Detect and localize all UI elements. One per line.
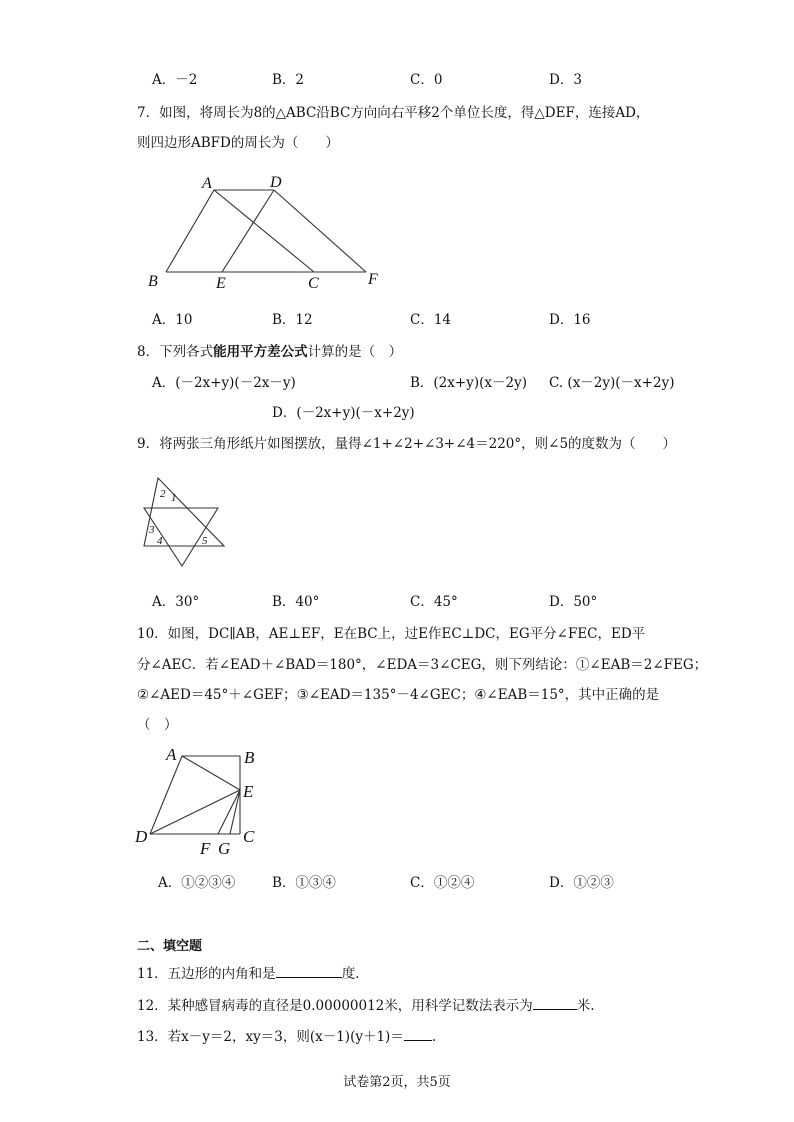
- q8-stem: [137, 340, 402, 360]
- q12-before: 12．某种感冒病毒的直径是0.00000012米，用科学记数法表示为: [137, 998, 533, 1014]
- q6-option-d: D．3: [549, 72, 582, 88]
- q12: [137, 994, 595, 1014]
- q7-option-c: C．14: [410, 312, 452, 328]
- q7-figure: [140, 168, 390, 293]
- q9-label-1: 1: [171, 492, 177, 504]
- q8-option-d: D．(－2x+y)(－x+2y): [272, 405, 415, 421]
- q11-after: 度.: [341, 966, 360, 982]
- q8-suffix: 计算的是（ ）: [307, 344, 403, 360]
- q9-option-b: B．40°: [272, 594, 320, 610]
- q7-label-f: F: [368, 271, 378, 288]
- q10-option-c: C．①②④: [410, 875, 475, 891]
- q11-blank: [276, 965, 342, 978]
- q6-option-b: B．2: [272, 72, 305, 88]
- q9-option-a: A．30°: [152, 594, 200, 610]
- q13-before: 13．若x－y＝2，xy＝3，则(x－1)(y＋1)＝: [137, 1029, 404, 1045]
- q11: [137, 962, 359, 982]
- q12-after: 米.: [576, 998, 595, 1014]
- q7-line1: 7．如图，将周长为8的△ABC沿BC方向向右平移2个单位长度，得△DEF，连接AD，: [137, 105, 650, 121]
- q6-option-c: C．0: [410, 72, 443, 88]
- q7-option-b: B．12: [272, 312, 313, 328]
- q13: [137, 1025, 436, 1045]
- q9-option-d: D．50°: [549, 594, 598, 610]
- q9-label-3: 3: [149, 524, 155, 536]
- q10-figure: [132, 742, 272, 857]
- q9-option-c: C．45°: [410, 594, 458, 610]
- q9-label-4: 4: [157, 535, 163, 547]
- q9-figure: [138, 470, 233, 575]
- q10-option-a: A．①②③④: [158, 875, 236, 891]
- q9-label-5: 5: [202, 535, 208, 547]
- q7-label-a: A: [202, 175, 212, 192]
- q8-bold: 能用平方差公式: [213, 344, 308, 360]
- q9-stem: 9．将两张三角形纸片如图摆放，量得∠1+∠2+∠3+∠4＝220°，则∠5的度数为（ ）: [137, 436, 677, 452]
- q10-label-c: C: [243, 827, 255, 846]
- q10-label-g: G: [218, 839, 231, 857]
- q8-option-a: A．(－2x+y)(－2x－y): [152, 375, 296, 391]
- section-heading: 二、填空题: [137, 939, 203, 954]
- q10-line3: ②∠AED＝45°＋∠GEF；③∠EAD＝135°－4∠GEC；④∠EAB＝15°，其中正确的是: [137, 687, 660, 703]
- q10-label-f: F: [200, 839, 211, 857]
- q7-option-d: D．16: [549, 312, 591, 328]
- q7-label-b: B: [148, 273, 158, 290]
- q7-label-c: C: [308, 275, 319, 292]
- q8-option-b: B．(2x+y)(x－2y): [410, 375, 527, 391]
- q10-label-e: E: [243, 782, 254, 801]
- q7-option-a: A．10: [152, 312, 193, 328]
- q10-label-b: B: [244, 748, 255, 767]
- q6-option-a: A．－2: [152, 72, 198, 88]
- q7-label-e: E: [216, 275, 226, 292]
- q11-before: 11．五边形的内角和是: [137, 966, 276, 982]
- q10-option-d: D．①②③: [549, 875, 614, 891]
- q7-line2: 则四边形ABFD的周长为（ ）: [137, 135, 339, 151]
- q10-label-d: D: [135, 827, 148, 846]
- q10-line1: 10．如图，DC∥AB，AE⊥EF，E在BC上，过E作EC⊥DC，EG平分∠FEC，ED平: [137, 626, 646, 642]
- q7-label-d: D: [270, 174, 282, 191]
- page-footer: 试卷第2页，共5页: [343, 1075, 451, 1090]
- q10-label-a: A: [166, 745, 177, 764]
- q8-prefix: 8．下列各式: [137, 344, 214, 360]
- q9-label-2: 2: [160, 488, 166, 500]
- q13-after: .: [431, 1029, 437, 1045]
- q8-option-c: C. (x－2y)(－x+2y): [549, 375, 675, 391]
- q10-line4: （ ）: [137, 717, 178, 733]
- q10-line2: 分∠AEC．若∠EAD＋∠BAD＝180°，∠EDA＝3∠CEG，则下列结论：①∠EAB＝2∠FEG；: [137, 657, 708, 673]
- q13-blank: [404, 1028, 432, 1041]
- q12-blank: [533, 997, 577, 1010]
- q10-option-b: B．①③④: [272, 875, 336, 891]
